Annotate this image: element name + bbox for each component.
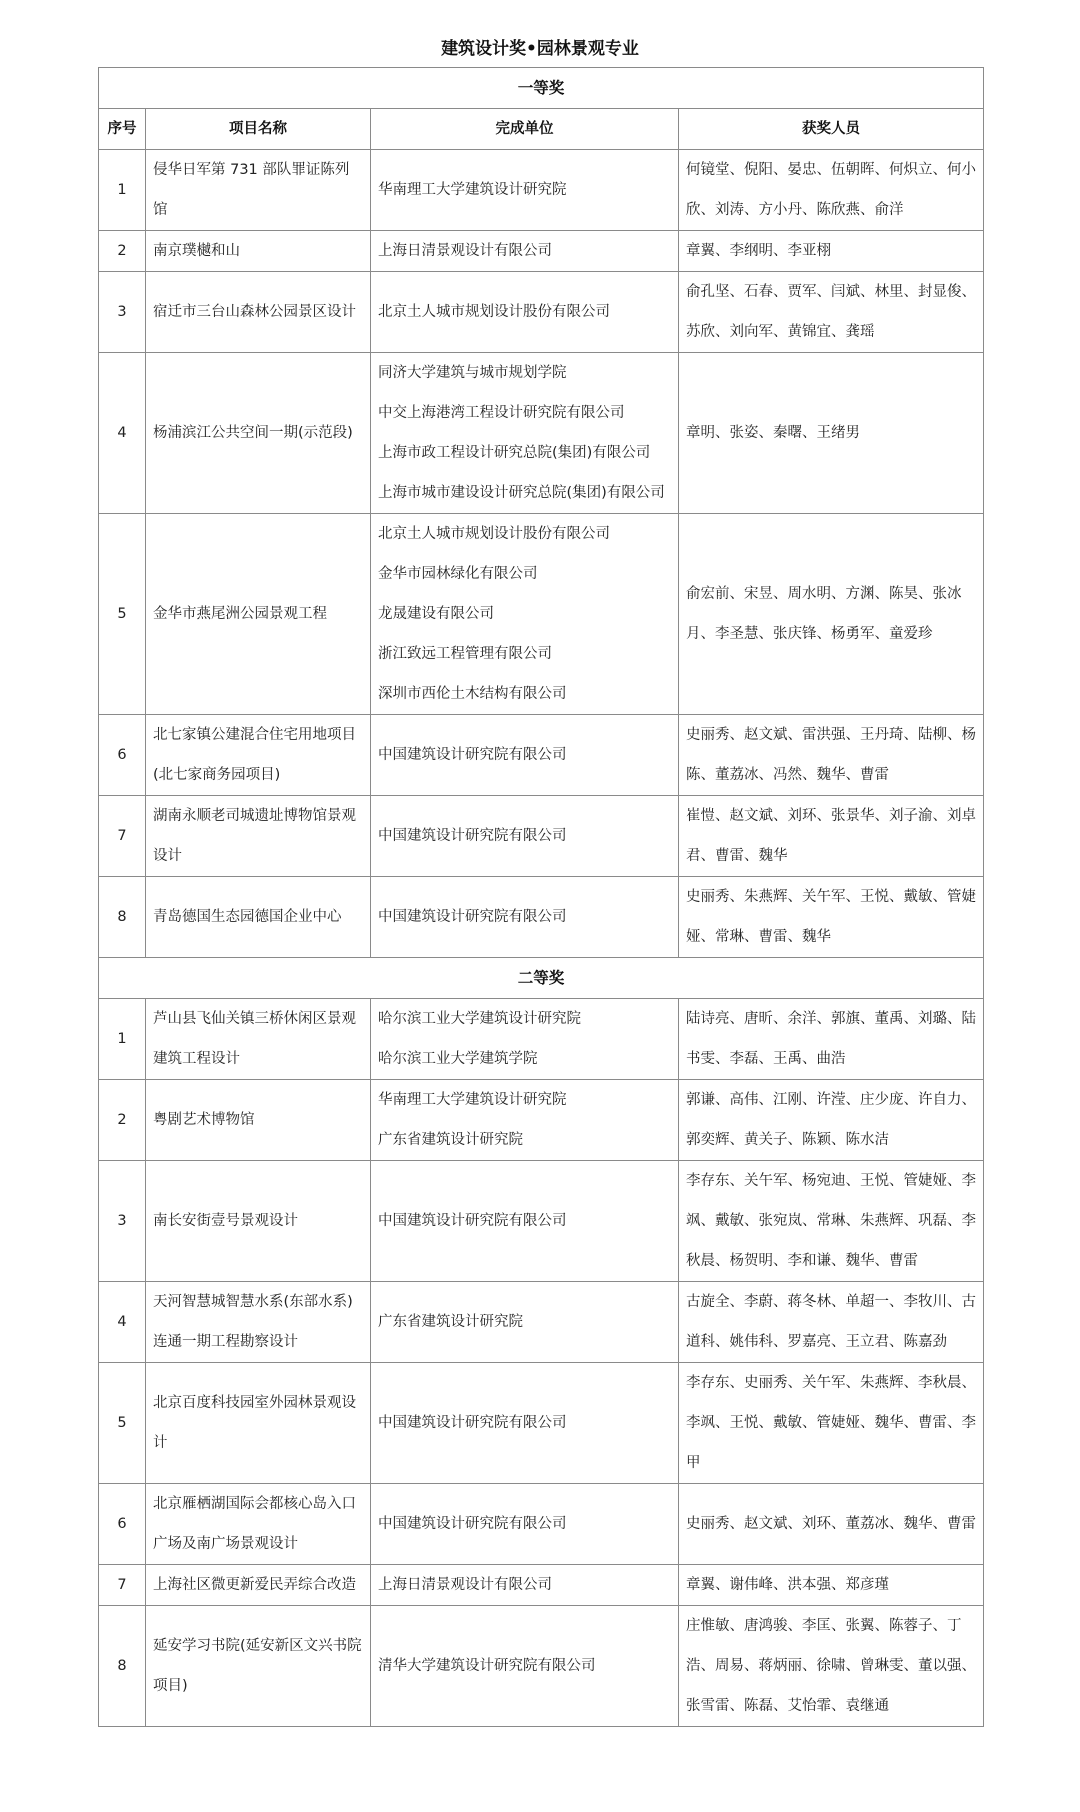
awards-table	[98, 67, 984, 1727]
completion-units	[371, 231, 679, 272]
completion-units	[371, 715, 679, 796]
unit-name: 上海日清景观设计有限公司	[378, 1577, 552, 1593]
header-unit: 完成单位	[371, 109, 679, 150]
unit-name: 中交上海港湾工程设计研究院有限公司	[378, 405, 625, 421]
unit-name: 中国建筑设计研究院有限公司	[378, 1213, 567, 1229]
project-name: 北七家镇公建混合住宅用地项目(北七家商务园项目)	[146, 715, 371, 796]
table-row	[99, 1363, 984, 1484]
award-people: 何镜堂、倪阳、晏忠、伍朝晖、何炽立、何小欣、刘涛、方小丹、陈欣燕、俞洋	[679, 150, 984, 231]
row-number: 1	[99, 150, 146, 231]
unit-name: 龙晟建设有限公司	[378, 606, 494, 622]
row-number: 3	[99, 1161, 146, 1282]
project-name: 南京璞樾和山	[146, 231, 371, 272]
unit-name: 广东省建筑设计研究院	[378, 1132, 523, 1148]
award-people: 俞宏前、宋昱、周水明、方渊、陈昊、张冰月、李圣慧、张庆锋、杨勇军、童爱珍	[679, 514, 984, 715]
column-header-row	[99, 109, 984, 150]
row-number: 8	[99, 877, 146, 958]
header-project-name: 项目名称	[146, 109, 371, 150]
unit-name: 哈尔滨工业大学建筑设计研究院	[378, 1011, 581, 1027]
unit-name: 华南理工大学建筑设计研究院	[378, 1092, 567, 1108]
award-people: 史丽秀、朱燕辉、关午军、王悦、戴敏、管婕娅、常琳、曹雷、魏华	[679, 877, 984, 958]
table-row	[99, 272, 984, 353]
project-name: 湖南永顺老司城遗址博物馆景观设计	[146, 796, 371, 877]
table-row	[99, 796, 984, 877]
project-name: 青岛德国生态园德国企业中心	[146, 877, 371, 958]
table-row	[99, 231, 984, 272]
unit-name: 金华市园林绿化有限公司	[378, 566, 538, 582]
row-number: 4	[99, 353, 146, 514]
unit-name: 上海日清景观设计有限公司	[378, 243, 552, 259]
unit-name: 中国建筑设计研究院有限公司	[378, 747, 567, 763]
completion-units	[371, 272, 679, 353]
row-number: 1	[99, 999, 146, 1080]
unit-name: 上海市政工程设计研究总院(集团)有限公司	[378, 445, 651, 461]
award-people: 陆诗亮、唐昕、余洋、郭旗、董禹、刘璐、陆书雯、李磊、王禹、曲浩	[679, 999, 984, 1080]
row-number: 7	[99, 1565, 146, 1606]
completion-units	[371, 999, 679, 1080]
row-number: 5	[99, 1363, 146, 1484]
completion-units	[371, 1282, 679, 1363]
row-number: 6	[99, 715, 146, 796]
project-name: 北京雁栖湖国际会都核心岛入口广场及南广场景观设计	[146, 1484, 371, 1565]
table-row	[99, 150, 984, 231]
row-number: 2	[99, 231, 146, 272]
project-name: 北京百度科技园室外园林景观设计	[146, 1363, 371, 1484]
row-number: 8	[99, 1606, 146, 1727]
unit-name: 清华大学建筑设计研究院有限公司	[378, 1658, 596, 1674]
award-people: 古旋全、李蔚、蒋冬林、单超一、李牧川、古道科、姚伟科、罗嘉亮、王立君、陈嘉劲	[679, 1282, 984, 1363]
project-name: 南长安街壹号景观设计	[146, 1161, 371, 1282]
completion-units	[371, 353, 679, 514]
table-row	[99, 353, 984, 514]
award-people: 李存东、关午军、杨宛迪、王悦、管婕娅、李飒、戴敏、张宛岚、常琳、朱燕辉、巩磊、李秋晨、杨贺明、李和谦、魏华、曹雷	[679, 1161, 984, 1282]
table-row	[99, 1565, 984, 1606]
prize-heading: 一等奖	[99, 68, 984, 109]
award-people: 史丽秀、赵文斌、雷洪强、王丹琦、陆柳、杨陈、董荔冰、冯然、魏华、曹雷	[679, 715, 984, 796]
unit-name: 中国建筑设计研究院有限公司	[378, 1516, 567, 1532]
unit-name: 中国建筑设计研究院有限公司	[378, 1415, 567, 1431]
award-people: 章明、张姿、秦曙、王绪男	[679, 353, 984, 514]
completion-units	[371, 150, 679, 231]
award-people: 章翼、李纲明、李亚栩	[679, 231, 984, 272]
row-number: 3	[99, 272, 146, 353]
unit-name: 北京土人城市规划设计股份有限公司	[378, 526, 610, 542]
unit-name: 同济大学建筑与城市规划学院	[378, 365, 567, 381]
prize-heading: 二等奖	[99, 958, 984, 999]
award-people: 庄惟敏、唐鸿骏、李匡、张翼、陈蓉子、丁浩、周易、蒋炳丽、徐啸、曾琳雯、董以强、张雪雷、陈磊、艾怡霏、袁继通	[679, 1606, 984, 1727]
table-row	[99, 877, 984, 958]
project-name: 侵华日军第 731 部队罪证陈列馆	[146, 150, 371, 231]
project-name: 宿迁市三台山森林公园景区设计	[146, 272, 371, 353]
unit-name: 哈尔滨工业大学建筑学院	[378, 1051, 538, 1067]
award-people: 崔愷、赵文斌、刘环、张景华、刘子渝、刘卓君、曹雷、魏华	[679, 796, 984, 877]
row-number: 6	[99, 1484, 146, 1565]
project-name: 上海社区微更新爱民弄综合改造	[146, 1565, 371, 1606]
table-row	[99, 1484, 984, 1565]
row-number: 4	[99, 1282, 146, 1363]
unit-name: 中国建筑设计研究院有限公司	[378, 909, 567, 925]
project-name: 延安学习书院(延安新区文兴书院项目)	[146, 1606, 371, 1727]
unit-name: 深圳市西伦土木结构有限公司	[378, 686, 567, 702]
awards-table-body	[99, 68, 984, 1727]
award-people: 史丽秀、赵文斌、刘环、董荔冰、魏华、曹雷	[679, 1484, 984, 1565]
row-number: 2	[99, 1080, 146, 1161]
unit-name: 上海市城市建设设计研究总院(集团)有限公司	[378, 485, 665, 501]
unit-name: 中国建筑设计研究院有限公司	[378, 828, 567, 844]
row-number: 7	[99, 796, 146, 877]
document-title: 建筑设计奖•园林景观专业	[441, 39, 639, 59]
completion-units	[371, 796, 679, 877]
unit-name: 北京土人城市规划设计股份有限公司	[378, 304, 610, 320]
project-name: 金华市燕尾洲公园景观工程	[146, 514, 371, 715]
unit-name: 广东省建筑设计研究院	[378, 1314, 523, 1330]
completion-units	[371, 1161, 679, 1282]
table-row	[99, 1080, 984, 1161]
prize-heading-row	[99, 958, 984, 999]
row-number: 5	[99, 514, 146, 715]
prize-heading-row	[99, 68, 984, 109]
table-row	[99, 999, 984, 1080]
completion-units	[371, 1606, 679, 1727]
award-people: 俞孔坚、石春、贾军、闫斌、林里、封显俊、苏欣、刘向军、黄锦宜、龚瑶	[679, 272, 984, 353]
header-number: 序号	[99, 109, 146, 150]
completion-units	[371, 1565, 679, 1606]
project-name: 天河智慧城智慧水系(东部水系)连通一期工程勘察设计	[146, 1282, 371, 1363]
completion-units	[371, 877, 679, 958]
completion-units	[371, 1080, 679, 1161]
table-row	[99, 1161, 984, 1282]
award-people: 章翼、谢伟峰、洪本强、郑彦瑾	[679, 1565, 984, 1606]
project-name: 芦山县飞仙关镇三桥休闲区景观建筑工程设计	[146, 999, 371, 1080]
table-row	[99, 514, 984, 715]
completion-units	[371, 514, 679, 715]
unit-name: 浙江致远工程管理有限公司	[378, 646, 552, 662]
table-row	[99, 1282, 984, 1363]
award-people: 李存东、史丽秀、关午军、朱燕辉、李秋晨、李飒、王悦、戴敏、管婕娅、魏华、曹雷、李甲	[679, 1363, 984, 1484]
table-row	[99, 715, 984, 796]
table-row	[99, 1606, 984, 1727]
header-people: 获奖人员	[679, 109, 984, 150]
award-people: 郭谦、高伟、江刚、许滢、庄少庞、许自力、郭奕辉、黄关子、陈颖、陈水洁	[679, 1080, 984, 1161]
completion-units	[371, 1484, 679, 1565]
completion-units	[371, 1363, 679, 1484]
project-name: 杨浦滨江公共空间一期(示范段)	[146, 353, 371, 514]
project-name: 粤剧艺术博物馆	[146, 1080, 371, 1161]
unit-name: 华南理工大学建筑设计研究院	[378, 182, 567, 198]
